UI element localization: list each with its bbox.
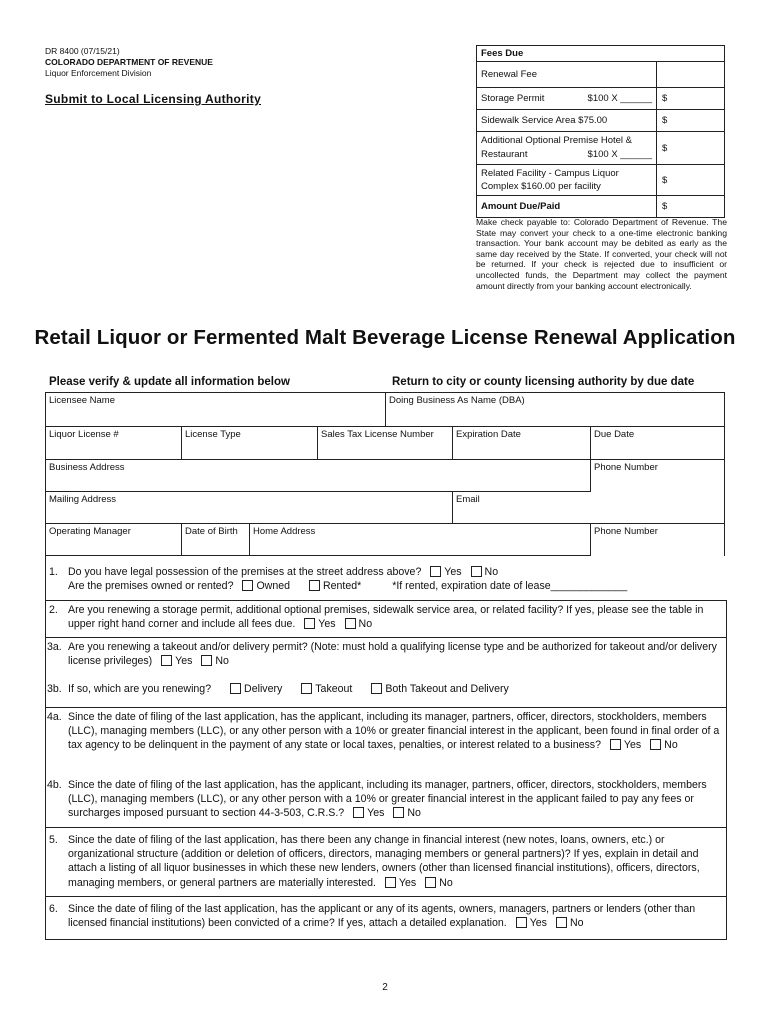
storage-permit-rate[interactable]: $100 X ______ xyxy=(587,93,652,104)
license-type-field[interactable]: License Type xyxy=(185,429,241,440)
q6-yes-label: Yes xyxy=(529,917,547,930)
question-5-number: 5. xyxy=(49,834,58,846)
question-2-number: 2. xyxy=(49,604,58,616)
mailing-address-field[interactable]: Mailing Address xyxy=(49,494,117,505)
additional-premise-rate[interactable]: $100 X ______ xyxy=(587,149,652,160)
question-1-number: 1. xyxy=(49,566,58,578)
question-1b-text: Are the premises owned or rented? xyxy=(68,580,234,593)
form-number: DR 8400 (07/15/21) xyxy=(45,46,120,56)
question-5 xyxy=(45,833,727,890)
both-label: Both Takeout and Delivery xyxy=(385,683,509,695)
additional-premise-label: Additional Optional Premise Hotel & xyxy=(481,135,633,146)
related-facility-label: Related Facility - Campus Liquor Complex $160.00 per facility xyxy=(477,165,657,196)
sales-tax-field[interactable]: Sales Tax License Number xyxy=(321,429,434,440)
expiration-date-field[interactable]: Expiration Date xyxy=(456,429,521,440)
delivery-label: Delivery xyxy=(244,683,283,695)
return-instruction: Return to city or county licensing authority by due date xyxy=(392,376,695,388)
question-6 xyxy=(45,902,727,930)
q3a-no-label: No xyxy=(215,655,229,668)
q3a-no-checkbox[interactable] xyxy=(201,655,212,666)
question-4b xyxy=(45,778,727,821)
q2-no-checkbox[interactable] xyxy=(345,618,356,629)
q1-yes-checkbox[interactable] xyxy=(430,566,441,577)
q4b-yes-checkbox[interactable] xyxy=(353,807,364,818)
q4a-no-checkbox[interactable] xyxy=(650,739,661,750)
q3a-yes-checkbox[interactable] xyxy=(161,655,172,666)
licensee-name-field[interactable]: Licensee Name xyxy=(49,395,116,406)
form-header xyxy=(45,46,213,79)
q4b-no-checkbox[interactable] xyxy=(393,807,404,818)
question-2 xyxy=(45,603,727,631)
verify-instruction: Please verify & update all information below xyxy=(49,376,290,388)
q3a-yes-label: Yes xyxy=(175,655,193,668)
question-4a-text: Since the date of filing of the last application, has the applicant, including its manager, partners, officer, directors, stockholders, members (LLC), managing members (LLC), or any other person with a 10% or greater financial interest in the applicant, been found in final order of a tax agency to be delinquent in the payment of any state or local taxes, penalties, or interest related to a business? xyxy=(68,711,720,752)
question-1 xyxy=(45,565,727,593)
takeout-checkbox[interactable] xyxy=(301,683,312,694)
q6-yes-checkbox[interactable] xyxy=(516,917,527,928)
date-of-birth-field[interactable]: Date of Birth xyxy=(185,526,238,537)
question-4b-number: 4b. xyxy=(47,779,62,791)
question-3b-number: 3b. xyxy=(47,683,62,695)
due-date-field[interactable]: Due Date xyxy=(594,429,635,440)
storage-permit-amount[interactable]: $ xyxy=(657,88,725,110)
question-4b-text: Since the date of filing of the last application, has the applicant, including its manager, partners, officer, directors, stockholders, members (LLC), managing members (LLC), or any other person with a 10% or greater financial interest in the applicant failed to pay any fees or surcharges imposed pursuant to section 44-3-503, C.R.S.? xyxy=(68,779,707,820)
q5-no-label: No xyxy=(439,876,453,889)
question-1-text: Do you have legal possession of the premises at the street address above? xyxy=(68,566,422,578)
lease-expiration-note[interactable]: *If rented, expiration date of lease_____________ xyxy=(392,580,628,593)
liquor-license-field[interactable]: Liquor License # xyxy=(49,429,119,440)
renewal-fee-label: Renewal Fee xyxy=(477,62,657,88)
question-3a xyxy=(45,640,727,668)
q4a-yes-label: Yes xyxy=(623,739,642,752)
q4b-yes-label: Yes xyxy=(367,807,385,820)
q4a-yes-checkbox[interactable] xyxy=(610,739,621,750)
q1-no-label: No xyxy=(484,566,499,578)
question-3b-text: If so, which are you renewing? xyxy=(68,683,212,695)
dba-field[interactable]: Doing Business As Name (DBA) xyxy=(389,395,525,406)
question-5-text: Since the date of filing of the last application, has there been any change in financial interest (new notes, loans, owners, etc.) or organizational structure (addition or deletion of officers, directors, managing members or general partners)? If yes, explain in detail and attach a listing of all liquor businesses in which these new lenders, owners (other than licensed financial institutions), officers, directors, managing members, or general partners are materially interested. xyxy=(68,834,700,889)
q2-yes-checkbox[interactable] xyxy=(304,618,315,629)
fees-due-heading: Fees Due xyxy=(477,46,725,62)
check-payment-note: Make check payable to: Colorado Department of Revenue. The State may convert your check to a one-time electronic banking transaction. Your bank account may be debited as early as the same day received by the State. If converted, your check will not be returned. If your check is rejected due to insufficient or uncollected funds, the Department may collect the payment amount directly from your banking account electronically. xyxy=(476,217,727,291)
business-address-field[interactable]: Business Address xyxy=(49,462,125,473)
additional-premise-amount[interactable]: $ xyxy=(657,132,725,165)
amount-due-value[interactable]: $ xyxy=(657,196,725,218)
q5-no-checkbox[interactable] xyxy=(425,877,436,888)
manager-phone-field[interactable]: Phone Number xyxy=(594,526,658,537)
owned-label: Owned xyxy=(256,580,291,593)
restaurant-label: Restaurant xyxy=(481,149,528,160)
storage-permit-label: Storage Permit xyxy=(481,93,545,104)
question-6-number: 6. xyxy=(49,903,58,915)
q6-no-label: No xyxy=(569,917,584,930)
q1-yes-label: Yes xyxy=(444,566,462,578)
submit-to-heading: Submit to Local Licensing Authority xyxy=(45,92,262,106)
q5-yes-label: Yes xyxy=(398,876,417,889)
renewal-fee-amount[interactable] xyxy=(657,62,725,88)
licensee-info-grid xyxy=(45,392,725,556)
fees-table xyxy=(476,45,725,218)
page-title: Retail Liquor or Fermented Malt Beverage License Renewal Application xyxy=(34,326,736,349)
question-3a-text: Are you renewing a takeout and/or delivery permit? (Note: must hold a qualifying license type and be authorized for takeout and/or delivery license privileges) xyxy=(68,641,717,668)
question-3b xyxy=(45,682,727,696)
both-checkbox[interactable] xyxy=(371,683,382,694)
page-number: 2 xyxy=(382,982,388,993)
delivery-checkbox[interactable] xyxy=(230,683,241,694)
q4b-no-label: No xyxy=(407,807,421,820)
q6-no-checkbox[interactable] xyxy=(556,917,567,928)
rented-label: Rented* xyxy=(322,580,362,593)
operating-manager-field[interactable]: Operating Manager xyxy=(49,526,131,537)
question-3a-number: 3a. xyxy=(47,641,62,653)
email-field[interactable]: Email xyxy=(456,494,480,505)
q2-no-label: No xyxy=(358,618,373,631)
sidewalk-service-amount[interactable]: $ xyxy=(657,110,725,132)
division-name: Liquor Enforcement Division xyxy=(45,68,152,78)
storage-permit-row xyxy=(477,88,657,110)
question-4a-number: 4a. xyxy=(47,711,62,723)
rented-checkbox[interactable] xyxy=(309,580,320,591)
takeout-label: Takeout xyxy=(315,683,353,695)
owned-checkbox[interactable] xyxy=(242,580,253,591)
sidewalk-service-label: Sidewalk Service Area $75.00 xyxy=(477,110,657,132)
related-facility-amount[interactable]: $ xyxy=(657,165,725,196)
department-name: COLORADO DEPARTMENT OF REVENUE xyxy=(45,57,213,67)
amount-due-label: Amount Due/Paid xyxy=(477,196,657,218)
question-4a xyxy=(45,710,727,753)
phone-number-field[interactable]: Phone Number xyxy=(594,462,658,473)
q2-yes-label: Yes xyxy=(318,618,336,631)
home-address-field[interactable]: Home Address xyxy=(253,526,316,537)
additional-premise-row xyxy=(477,132,657,165)
q4a-no-label: No xyxy=(664,739,678,752)
q1-no-checkbox[interactable] xyxy=(471,566,482,577)
question-2-text: Are you renewing a storage permit, additional optional premises, sidewalk service area, or related facility? If yes, please see the table in upper right hand corner and include all fees due. xyxy=(68,604,704,631)
q5-yes-checkbox[interactable] xyxy=(385,877,396,888)
question-6-text: Since the date of filing of the last application, has the applicant or any of its agents, owners, managers, partners or lenders (other than licensed financial institutions) been convicted of a crime? If yes, attach a detailed explanation. xyxy=(68,903,696,930)
